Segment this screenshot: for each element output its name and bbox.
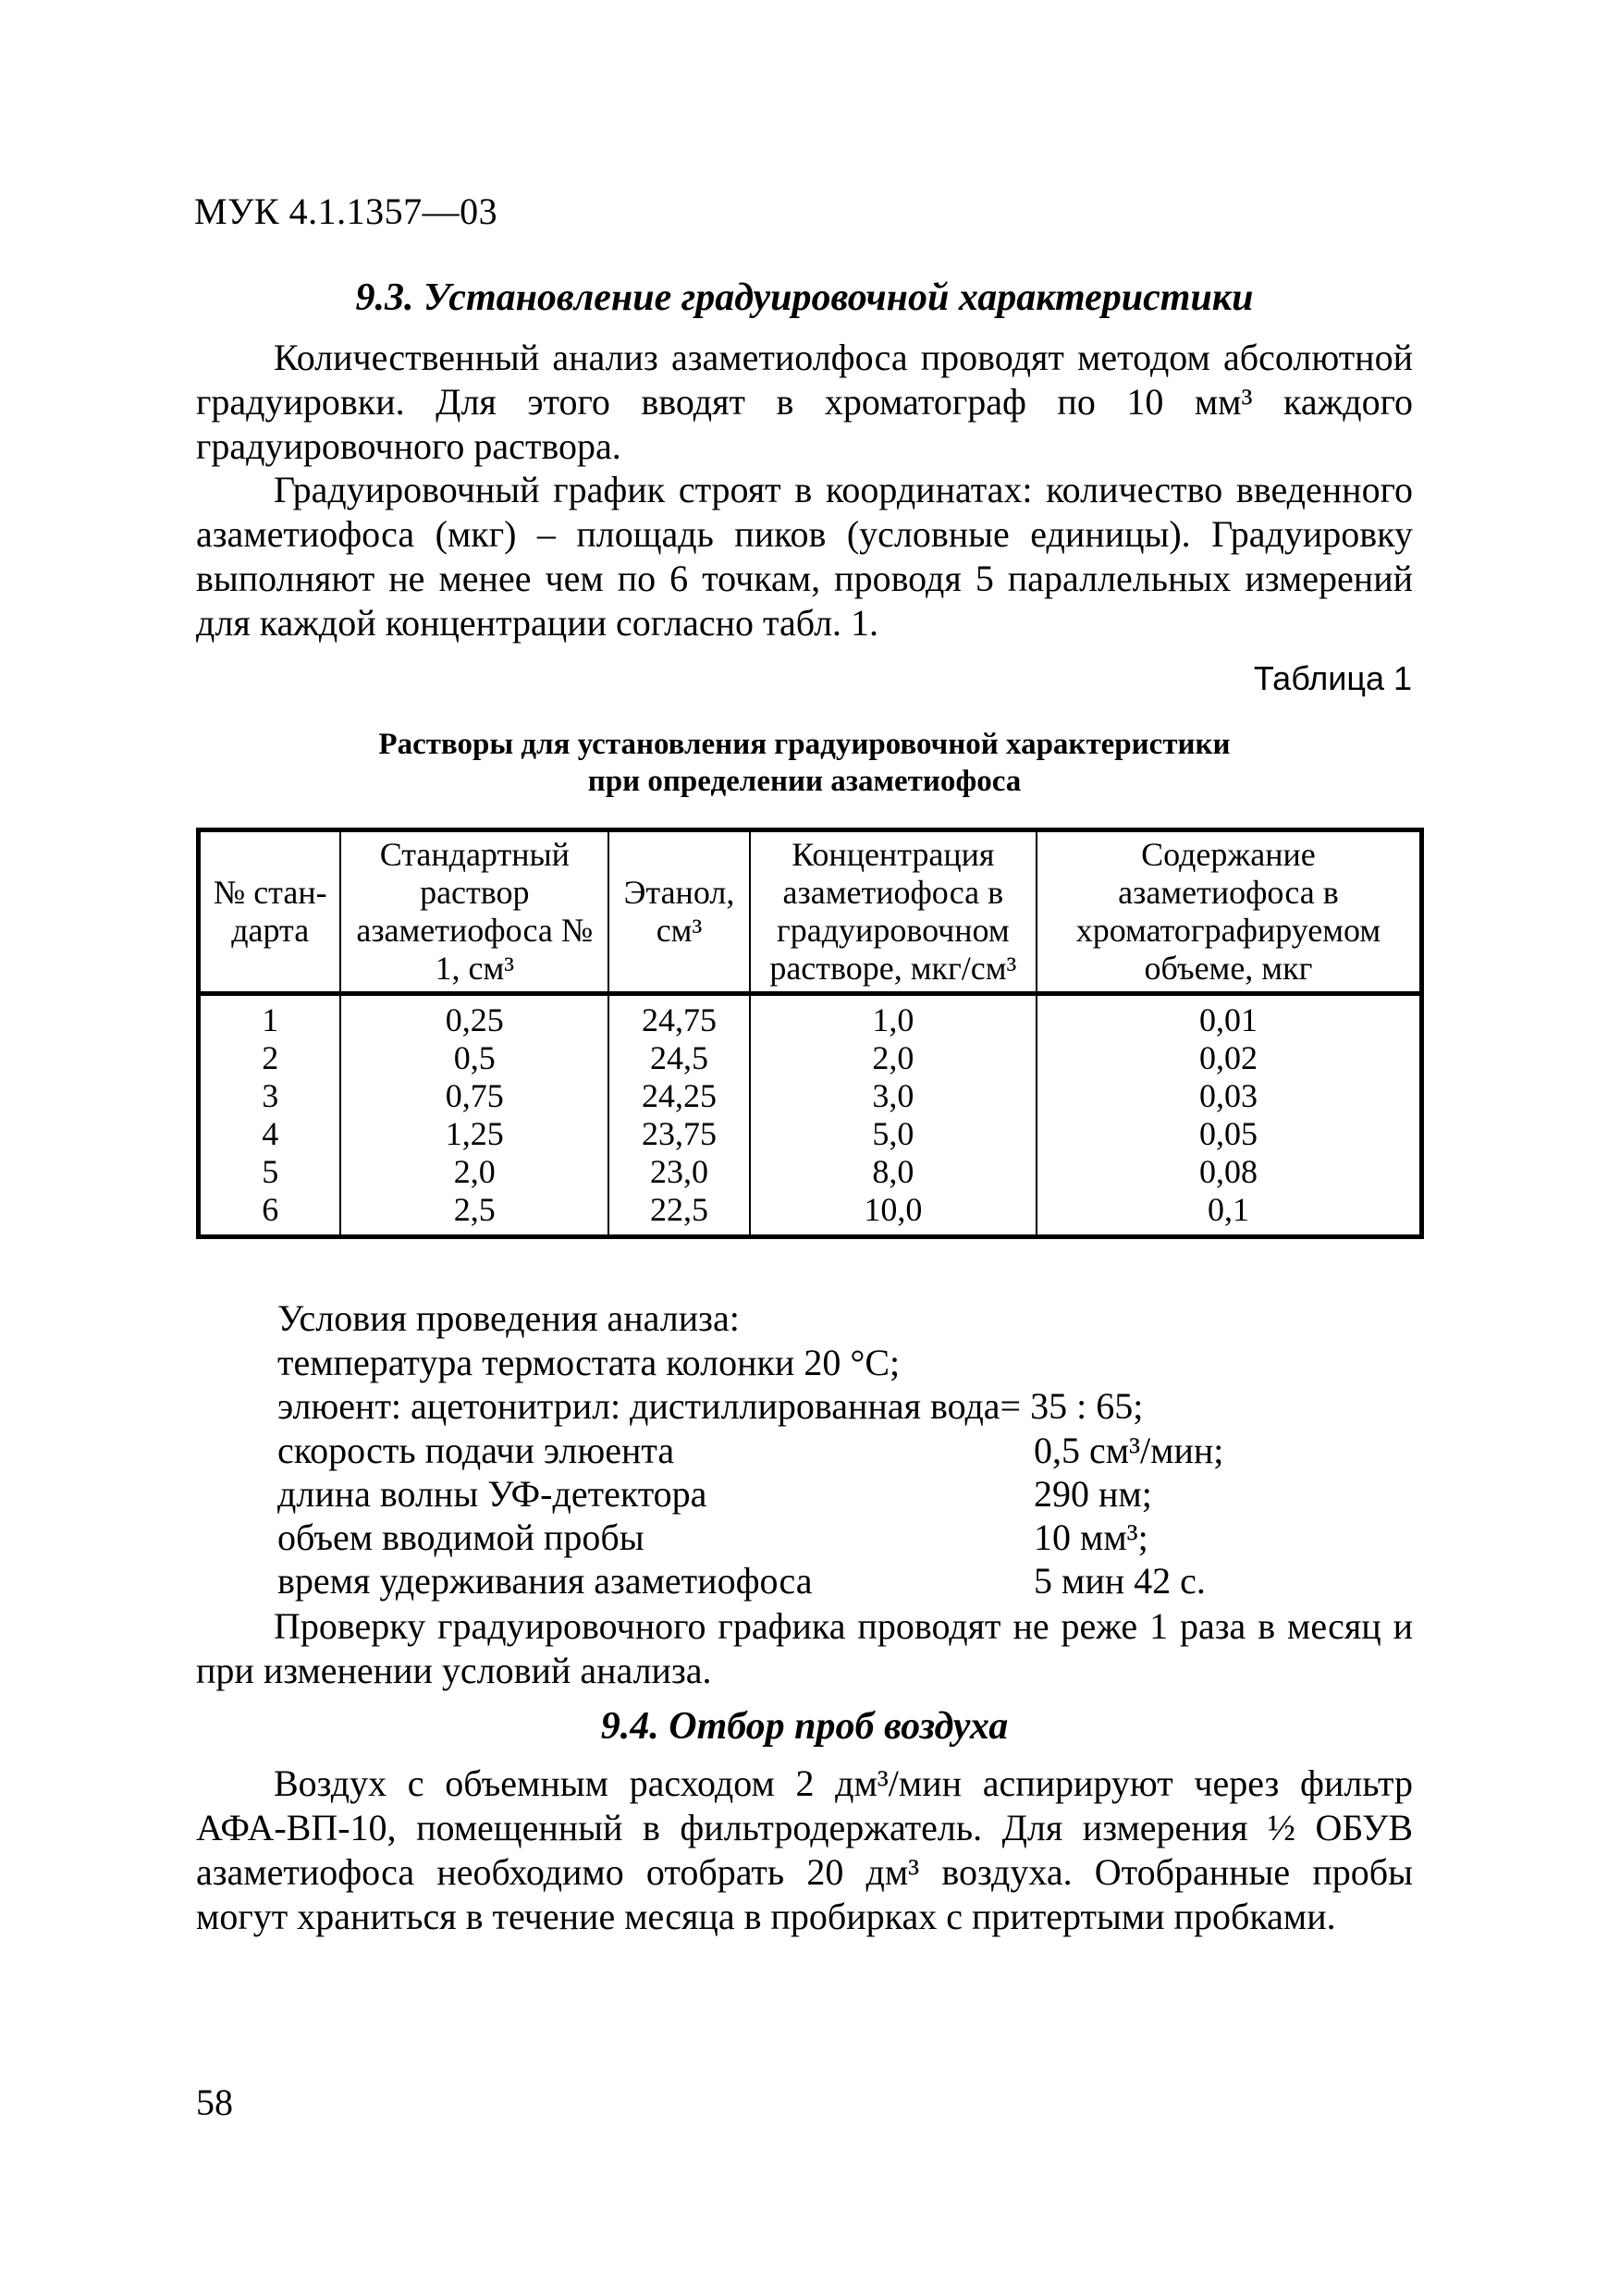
table-cell: 5 — [199, 1153, 341, 1191]
table-cell: 0,25 — [340, 994, 608, 1040]
condition-label-wavelength: длина волны УФ-детектора — [277, 1473, 707, 1515]
table-cell: 3 — [199, 1077, 341, 1115]
table-cell: 24,75 — [608, 994, 750, 1040]
calibration-table — [196, 828, 1424, 1239]
paragraph-calibration-graph: Градуировочный график строят в координатах: количество введенного азаметиофоса (мкг) – площадь пиков (условные единицы). Градуировку выполняют не менее чем по 6 точкам, проводя 5 параллельных измерений для каждой концентрации согласно табл. 1. — [196, 469, 1413, 644]
table-cell: 8,0 — [750, 1153, 1037, 1191]
table-row — [199, 1039, 1422, 1077]
condition-label-flow-rate: скорость подачи элюента — [277, 1430, 675, 1471]
table-cell: 1,25 — [340, 1115, 608, 1153]
table-cell: 22,5 — [608, 1191, 750, 1237]
table-cell: 23,0 — [608, 1153, 750, 1191]
table-row — [199, 1191, 1422, 1237]
section-title-9-3: 9.3. Установление градуировочной характеристики — [355, 276, 1254, 319]
table-cell: 0,05 — [1037, 1115, 1422, 1153]
table-cell: 1,0 — [750, 994, 1037, 1040]
condition-value-flow-rate: 0,5 см³/мин; — [1034, 1430, 1224, 1471]
document-header: МУК 4.1.1357—03 — [194, 190, 498, 232]
header-concentration: Концентрация азаметиофоса в градуировочном растворе, мкг/см³ — [750, 830, 1037, 994]
table-cell: 0,5 — [340, 1039, 608, 1077]
table-cell: 24,5 — [608, 1039, 750, 1077]
header-ethanol: Этанол, см³ — [608, 830, 750, 994]
table-cell: 10,0 — [750, 1191, 1037, 1237]
paragraph-graph-check: Проверку градуировочного графика проводят не реже 1 раза в месяц и при изменении условий анализа. — [196, 1605, 1413, 1691]
conditions-eluent: элюент: ацетонитрил: дистиллированная вода= 35 : 65; — [277, 1385, 1144, 1427]
table-row — [199, 1115, 1422, 1153]
table-cell: 2,0 — [750, 1039, 1037, 1077]
condition-value-retention-time: 5 мин 42 с. — [1034, 1560, 1206, 1602]
paragraph-air-sampling: Воздух с объемным расходом 2 дм³/мин аспирируют через фильтр АФА-ВП-10, помещенный в фильтродержатель. Для измерения ½ ОБУВ азаметиофоса необходимо отобрать 20 дм³ воздуха. Отобранные пробы могут храниться в течение месяца в пробирках с притертыми пробками. — [196, 1762, 1413, 1937]
table-cell: 2,5 — [340, 1191, 608, 1237]
table-row — [199, 1153, 1422, 1191]
table-cell: 24,25 — [608, 1077, 750, 1115]
table-cell: 0,1 — [1037, 1191, 1422, 1237]
table-cell: 0,01 — [1037, 994, 1422, 1040]
table-cell: 6 — [199, 1191, 341, 1237]
table-label: Таблица 1 — [1253, 659, 1412, 697]
table-header-row — [199, 830, 1422, 994]
table-row — [199, 994, 1422, 1040]
condition-value-wavelength: 290 нм; — [1034, 1473, 1152, 1515]
table-row — [199, 1077, 1422, 1115]
paragraph-quantitative-analysis: Количественный анализ азаметиолфоса проводят методом абсолютной градуировки. Для этого вводят в хроматограф по 10 мм³ каждого градуировочного раствора. — [196, 337, 1413, 467]
table-cell: 23,75 — [608, 1115, 750, 1153]
table-cell: 5,0 — [750, 1115, 1037, 1153]
table-cell: 0,02 — [1037, 1039, 1422, 1077]
header-standard-number: № стан-дарта — [199, 830, 341, 994]
section-title-9-4: 9.4. Отбор проб воздуха — [600, 1705, 1009, 1748]
condition-label-sample-volume: объем вводимой пробы — [277, 1516, 644, 1558]
table-cell: 4 — [199, 1115, 341, 1153]
table-cell: 2 — [199, 1039, 341, 1077]
condition-value-sample-volume: 10 мм³; — [1034, 1516, 1148, 1558]
table-cell: 0,08 — [1037, 1153, 1422, 1191]
header-content: Содержание азаметиофоса в хроматографируемом объеме, мкг — [1037, 830, 1422, 994]
table-caption-line-2: при определении азаметиофоса — [587, 765, 1022, 798]
table-cell: 3,0 — [750, 1077, 1037, 1115]
table-cell: 2,0 — [340, 1153, 608, 1191]
header-standard-solution: Стандартный раствор азаметиофоса № 1, см³ — [340, 830, 608, 994]
table-caption-line-1: Растворы для установления градуировочной характеристики — [378, 728, 1231, 761]
condition-label-retention-time: время удерживания азаметиофоса — [277, 1560, 813, 1602]
table-caption — [196, 726, 1413, 800]
conditions-title: Условия проведения анализа: — [277, 1297, 740, 1339]
table-cell: 0,75 — [340, 1077, 608, 1115]
conditions-temperature: температура термостата колонки 20 °С; — [277, 1342, 901, 1383]
page-number: 58 — [196, 2081, 233, 2123]
table-cell: 0,03 — [1037, 1077, 1422, 1115]
table-cell: 1 — [199, 994, 341, 1040]
